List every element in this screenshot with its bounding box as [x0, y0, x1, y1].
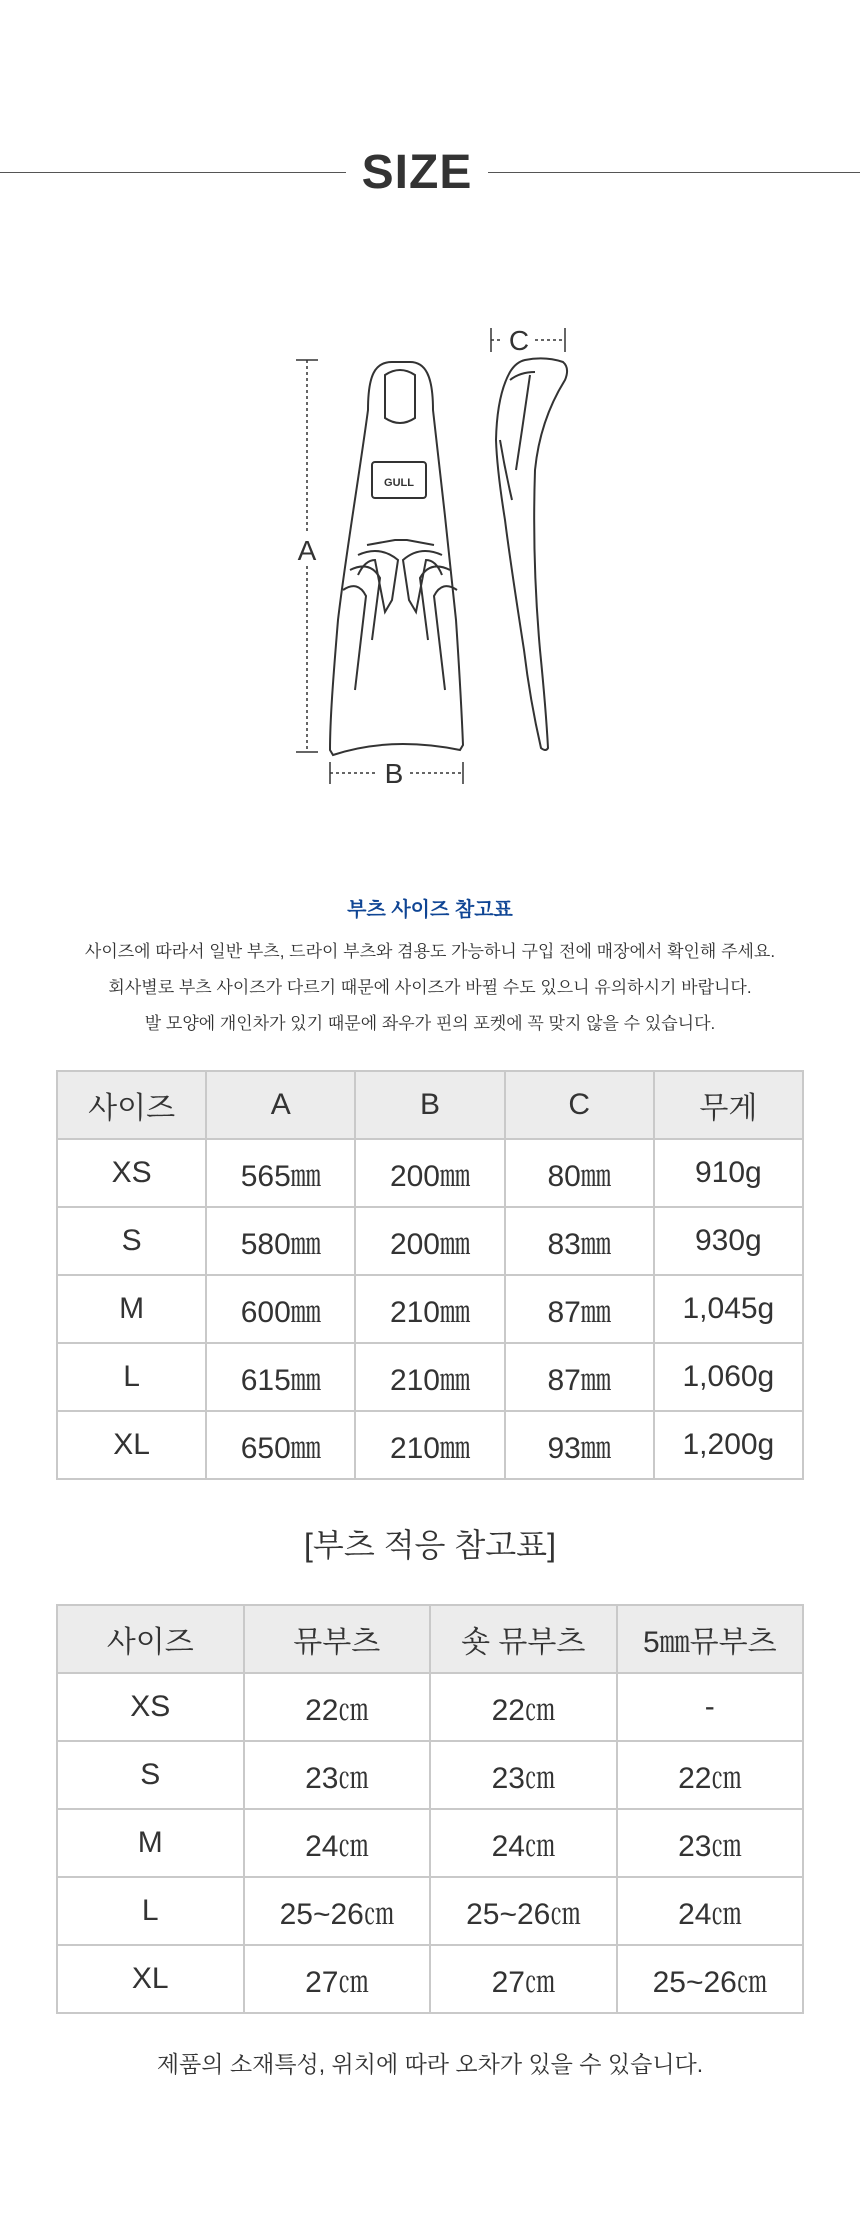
table-cell: 210㎜	[355, 1343, 504, 1411]
table-cell: 1,060g	[654, 1343, 803, 1411]
table-cell: 80㎜	[505, 1139, 654, 1207]
table-cell: 1,200g	[654, 1411, 803, 1479]
table-cell: 27㎝	[430, 1945, 617, 2013]
table-row	[57, 1741, 803, 1809]
table-cell: 22㎝	[430, 1673, 617, 1741]
boots-reference-note-1: 사이즈에 따라서 일반 부츠, 드라이 부츠와 겸용도 가능하니 구입 전에 매장에서 확인해 주세요.	[84, 942, 776, 961]
table-cell: 200㎜	[355, 1139, 504, 1207]
table-cell: -	[617, 1673, 804, 1741]
table-cell: 23㎝	[244, 1741, 431, 1809]
size-table-header-size: 사이즈	[57, 1071, 206, 1139]
table-cell: 210㎜	[355, 1411, 504, 1479]
fit-table	[56, 1604, 804, 2014]
table-row	[57, 1275, 803, 1343]
table-cell: 22㎝	[617, 1741, 804, 1809]
dimension-b-label: B	[384, 758, 404, 789]
size-table	[56, 1070, 804, 1480]
table-cell: S	[57, 1741, 244, 1809]
table-cell: L	[57, 1877, 244, 1945]
table-cell: 615㎜	[206, 1343, 355, 1411]
table-cell: XS	[57, 1139, 206, 1207]
table-cell: 24㎝	[617, 1877, 804, 1945]
table-cell: M	[57, 1275, 206, 1343]
size-table-header-b: B	[355, 1071, 504, 1139]
table-cell: L	[57, 1343, 206, 1411]
fin-side-view	[496, 358, 567, 750]
table-cell: 200㎜	[355, 1207, 504, 1275]
boots-reference-title: 부츠 사이즈 참고표	[347, 899, 513, 921]
fin-logo-text: GULL	[384, 477, 414, 489]
table-row	[57, 1673, 803, 1741]
table-row	[57, 1809, 803, 1877]
fin-dimension-diagram	[0, 0, 860, 820]
dimension-a-label: A	[297, 535, 317, 566]
table-cell: XL	[57, 1411, 206, 1479]
table-cell: 27㎝	[244, 1945, 431, 2013]
table-row	[57, 1877, 803, 1945]
boots-reference-note-2: 회사별로 부츠 사이즈가 다르기 때문에 사이즈가 바뀔 수도 있으니 유의하시기 바랍니다.	[108, 978, 752, 997]
table-cell: 22㎝	[244, 1673, 431, 1741]
table-cell: 910g	[654, 1139, 803, 1207]
footer-note: 제품의 소재특성, 위치에 따라 오차가 있을 수 있습니다.	[156, 2051, 704, 2077]
table-cell: S	[57, 1207, 206, 1275]
size-table-header-row	[57, 1071, 803, 1139]
table-cell: 930g	[654, 1207, 803, 1275]
table-cell: 25~26㎝	[430, 1877, 617, 1945]
fit-table-title: [부츠 적응 참고표]	[304, 1527, 556, 1563]
table-row	[57, 1139, 803, 1207]
fit-table-header-row	[57, 1605, 803, 1673]
table-cell: 23㎝	[617, 1809, 804, 1877]
table-cell: 25~26㎝	[244, 1877, 431, 1945]
table-row	[57, 1207, 803, 1275]
boots-reference-note-3: 발 모양에 개인차가 있기 때문에 좌우가 핀의 포켓에 꼭 맞지 않을 수 있습니다.	[144, 1014, 716, 1033]
table-cell: XS	[57, 1673, 244, 1741]
fit-table-header-size: 사이즈	[57, 1605, 244, 1673]
table-cell: 650㎜	[206, 1411, 355, 1479]
size-table-header-c: C	[505, 1071, 654, 1139]
table-cell: 24㎝	[430, 1809, 617, 1877]
fin-front-view	[330, 362, 463, 755]
table-cell: 23㎝	[430, 1741, 617, 1809]
table-cell: 83㎜	[505, 1207, 654, 1275]
size-table-header-weight: 무게	[654, 1071, 803, 1139]
table-cell: 210㎜	[355, 1275, 504, 1343]
table-cell: 25~26㎝	[617, 1945, 804, 2013]
fit-table-header-mu-boots: 뮤부츠	[244, 1605, 431, 1673]
fit-table-header-short-mu-boots: 숏 뮤부츠	[430, 1605, 617, 1673]
table-cell: 1,045g	[654, 1275, 803, 1343]
dimension-c-label: C	[508, 325, 530, 356]
table-cell: M	[57, 1809, 244, 1877]
fit-table-header-5mm-mu-boots: 5㎜뮤부츠	[617, 1605, 804, 1673]
table-row	[57, 1343, 803, 1411]
table-cell: 565㎜	[206, 1139, 355, 1207]
table-row	[57, 1411, 803, 1479]
table-row	[57, 1945, 803, 2013]
table-cell: 87㎜	[505, 1275, 654, 1343]
page-title: SIZE	[361, 146, 473, 199]
table-cell: XL	[57, 1945, 244, 2013]
size-table-header-a: A	[206, 1071, 355, 1139]
table-cell: 24㎝	[244, 1809, 431, 1877]
table-cell: 93㎜	[505, 1411, 654, 1479]
table-cell: 87㎜	[505, 1343, 654, 1411]
table-cell: 600㎜	[206, 1275, 355, 1343]
table-cell: 580㎜	[206, 1207, 355, 1275]
